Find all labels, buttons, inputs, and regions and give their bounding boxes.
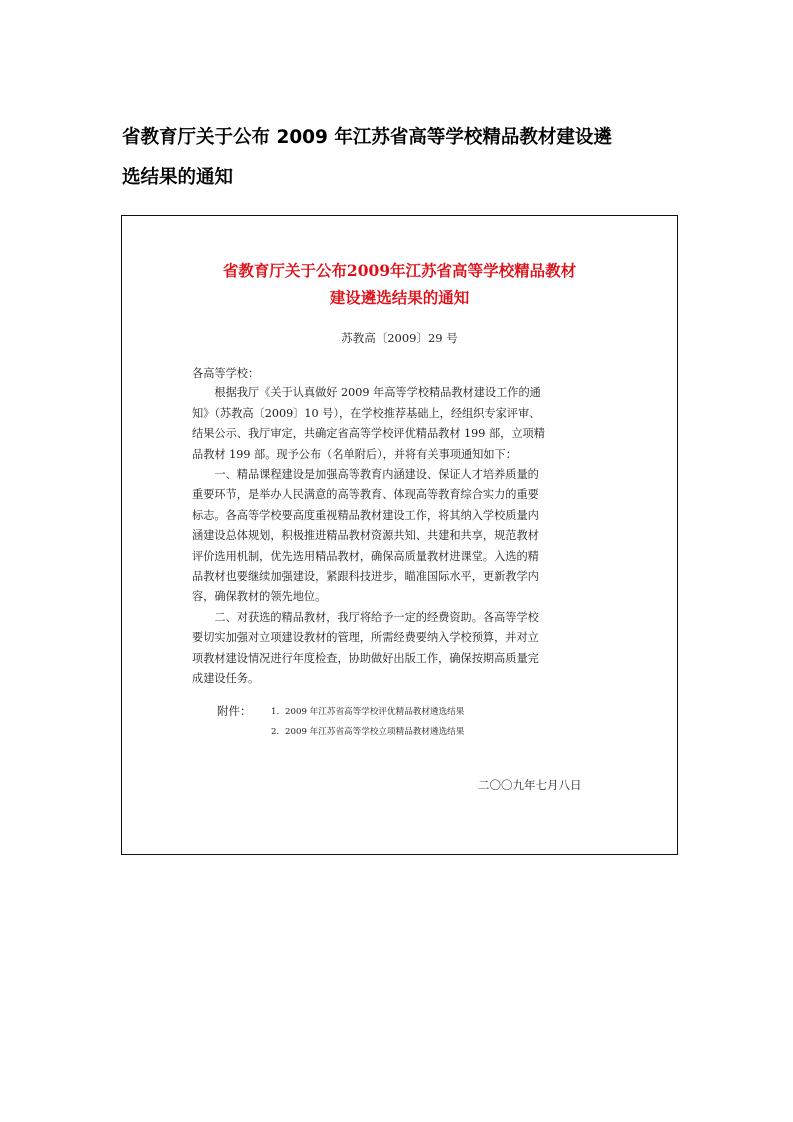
- page-heading: [122, 118, 682, 198]
- body-line: 项教材建设情况进行年度检查，协助做好出版工作，确保按期高质量完: [192, 652, 539, 665]
- body-line: 品教材也要继续加强建设，紧跟科技进步，瞄准国际水平，更新教学内: [192, 570, 539, 583]
- document-number: 苏教高〔2009〕29 号: [341, 331, 458, 345]
- body-line: 容，确保教材的领先地位。: [192, 590, 327, 603]
- attachment-item-2: 2．2009 年江苏省高等学校立项精品教材遴选结果: [271, 727, 465, 737]
- body-line: 知》（苏教高〔2009〕10 号），在学校推荐基础上，经组织专家评审、: [192, 407, 541, 420]
- body-line: 结果公示、我厅审定，共确定省高等学校评优精品教材 199 部，立项精: [192, 427, 545, 440]
- page-heading-line-2: 选结果的通知: [122, 167, 234, 188]
- body-line: 二、对获选的精品教材，我厅将给予一定的经费资助。各高等学校: [192, 611, 539, 624]
- body-line: 重要环节，是举办人民满意的高等教育、体现高等教育综合实力的重要: [192, 488, 539, 501]
- body-line: 各高等学校：: [192, 367, 260, 380]
- body-line: 要切实加强对立项建设教材的管理，所需经费要纳入学校预算，并对立: [192, 631, 539, 644]
- attachment-item-1: 1．2009 年江苏省高等学校评优精品教材遴选结果: [271, 707, 465, 717]
- notice-title-line-2: 建设遴选结果的通知: [329, 288, 470, 307]
- body-line: 评价选用机制，优先选用精品教材，确保高质量教材进课堂。入选的精: [192, 550, 539, 563]
- notice-date: 二〇〇九年七月八日: [478, 778, 582, 792]
- body-line: 品教材 199 部。现予公布（名单附后），并将有关事项通知如下：: [192, 448, 517, 461]
- body-line: 根据我厅《关于认真做好 2009 年高等学校精品教材建设工作的通: [192, 386, 541, 399]
- notice-title-line-1: 省教育厅关于公布2009年江苏省高等学校精品教材: [222, 261, 577, 280]
- attachments-label: 附件：: [217, 704, 252, 718]
- scanned-notice-image: [121, 215, 678, 855]
- page-heading-line-1: 省教育厅关于公布 2009 年江苏省高等学校精品教材建设遴: [122, 127, 612, 148]
- body-line: 标志。各高等学校要高度重视精品教材建设工作，将其纳入学校质量内: [192, 509, 539, 522]
- body-line: 一、精品课程建设是加强高等教育内涵建设、保证人才培养质量的: [192, 468, 539, 481]
- body-line: 涵建设总体规划，积极推进精品教材资源共知、共建和共享，规范教材: [192, 529, 539, 542]
- body-line: 成建设任务。: [192, 672, 260, 685]
